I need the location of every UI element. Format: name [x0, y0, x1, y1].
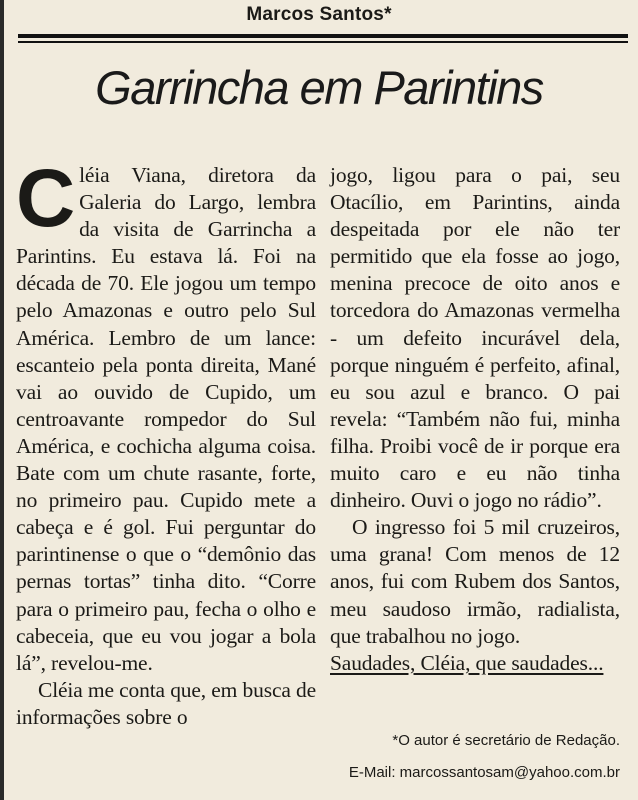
author-footnote: *O autor é secretário de Redação.	[392, 732, 620, 749]
paragraph: O ingresso foi 5 mil cruzeiros, uma grana! Com menos de 12 anos, fui com Rubem dos Santos, meu saudoso irmão, radialista, que trabalhou no jogo.	[330, 515, 620, 648]
paragraph: jogo, ligou para o pai, seu Otacílio, em Parintins, ainda despeitada por ele não ter permitido que ela fosse ao jogo, menina precoce de oito anos e torcedora do Amazonas vermelha - um defeito incurável dela, porque ninguém é perfeito, afinal, eu sou azul e branco. O pai revela: “Também não fui, minha filha. Proibi você de ir porque era muito caro e eu não tinha dinheiro. Ouvi o jogo no rádio”.	[330, 163, 620, 513]
article-column-left	[16, 153, 316, 731]
paragraph-text: léia Viana, diretora da Galeria do Largo, lembra da visita de Garrincha a Parintins. Eu estava lá. Foi na década de 70. Ele jogou um tempo pelo Amazonas e outro pelo Sul América. Lembro de um lance: escanteio pela ponta direita, Mané vai ao ouvido de Cupido, um centroavante rompedor do Sul América, e cochicha alguma coisa. Bate com um chute rasante, forte, no primeiro pau. Cupido mete a cabeça e é gol. Fui perguntar do parintinense o que o “demônio das pernas tortas” tinha dito. “Corre para o primeiro pau, fecha o olho e cabeceia, que eu vou jogar a bola lá”, revelou-me.	[16, 163, 316, 675]
byline: Marcos Santos*	[246, 4, 392, 25]
paragraph: Cléia me conta que, em busca de informações sobre o	[16, 677, 316, 729]
article-column-right	[330, 162, 620, 677]
paragraph	[16, 153, 316, 677]
header-rule-thin	[18, 41, 628, 43]
headline: Garrincha em Parintins	[95, 61, 543, 114]
header-rule-thick	[18, 34, 628, 38]
drop-cap: C	[16, 153, 76, 244]
closing-line: Saudades, Cléia, que saudades...	[330, 650, 604, 675]
author-email: E-Mail: marcossantosam@yahoo.com.br	[348, 764, 620, 781]
